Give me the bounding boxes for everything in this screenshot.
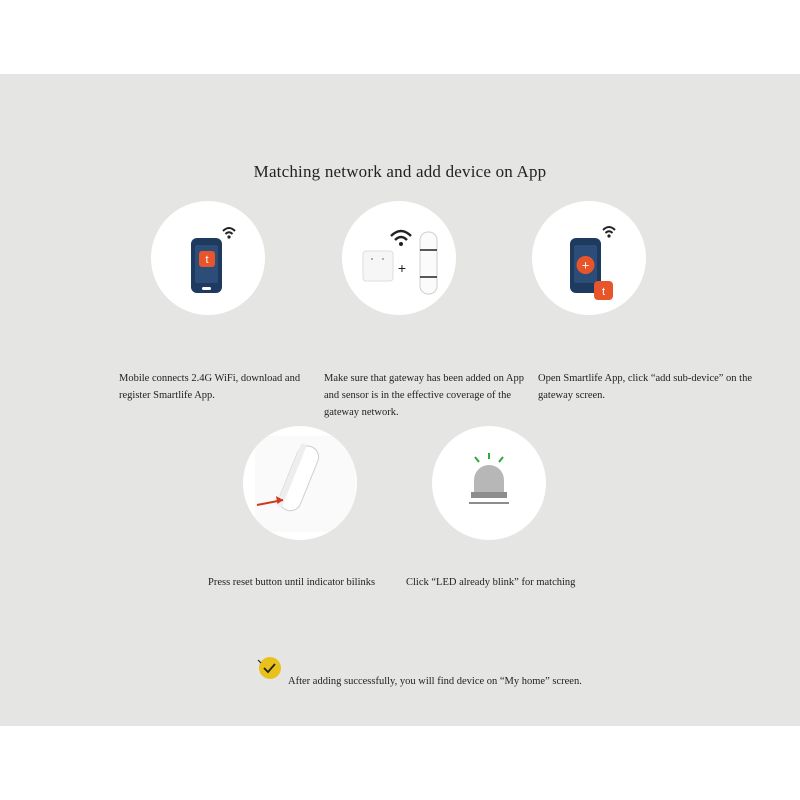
step-1-illustration (151, 201, 265, 315)
sensor-reset-button-icon (243, 426, 357, 540)
final-note-text: After adding successfully, you will find device on “My home” screen. (288, 676, 582, 687)
svg-text:+: + (397, 260, 407, 276)
step-2-text: Make sure that gateway has been added on App and sensor is in the effective coverage of the gateway network. (324, 373, 525, 418)
step-4-text: Press reset button until indicator bilinks (208, 577, 376, 588)
svg-text:t: t (205, 254, 209, 266)
svg-text:+: + (581, 257, 590, 273)
phone-add-subdevice-icon (532, 201, 646, 315)
step-2-illustration (342, 201, 456, 315)
gateway-plus-sensor-icon (342, 201, 456, 315)
page-title: Matching network and add device on App (253, 162, 547, 181)
step-1-text: Mobile connects 2.4G WiFi, download and register Smartlife App. (119, 373, 301, 401)
step-3-text: Open Smartlife App, click “add sub-device” on the gateway screen. (538, 373, 753, 401)
step-3-illustration (532, 201, 646, 315)
step-5-text: Click “LED already blink” for matching (406, 577, 576, 588)
instruction-panel (0, 74, 800, 726)
blinking-led-icon (432, 426, 546, 540)
success-check-icon (256, 654, 282, 680)
step-5-illustration (432, 426, 546, 540)
phone-app-wifi-icon (151, 201, 265, 315)
svg-text:t: t (601, 286, 606, 298)
step-4-illustration (243, 426, 357, 540)
